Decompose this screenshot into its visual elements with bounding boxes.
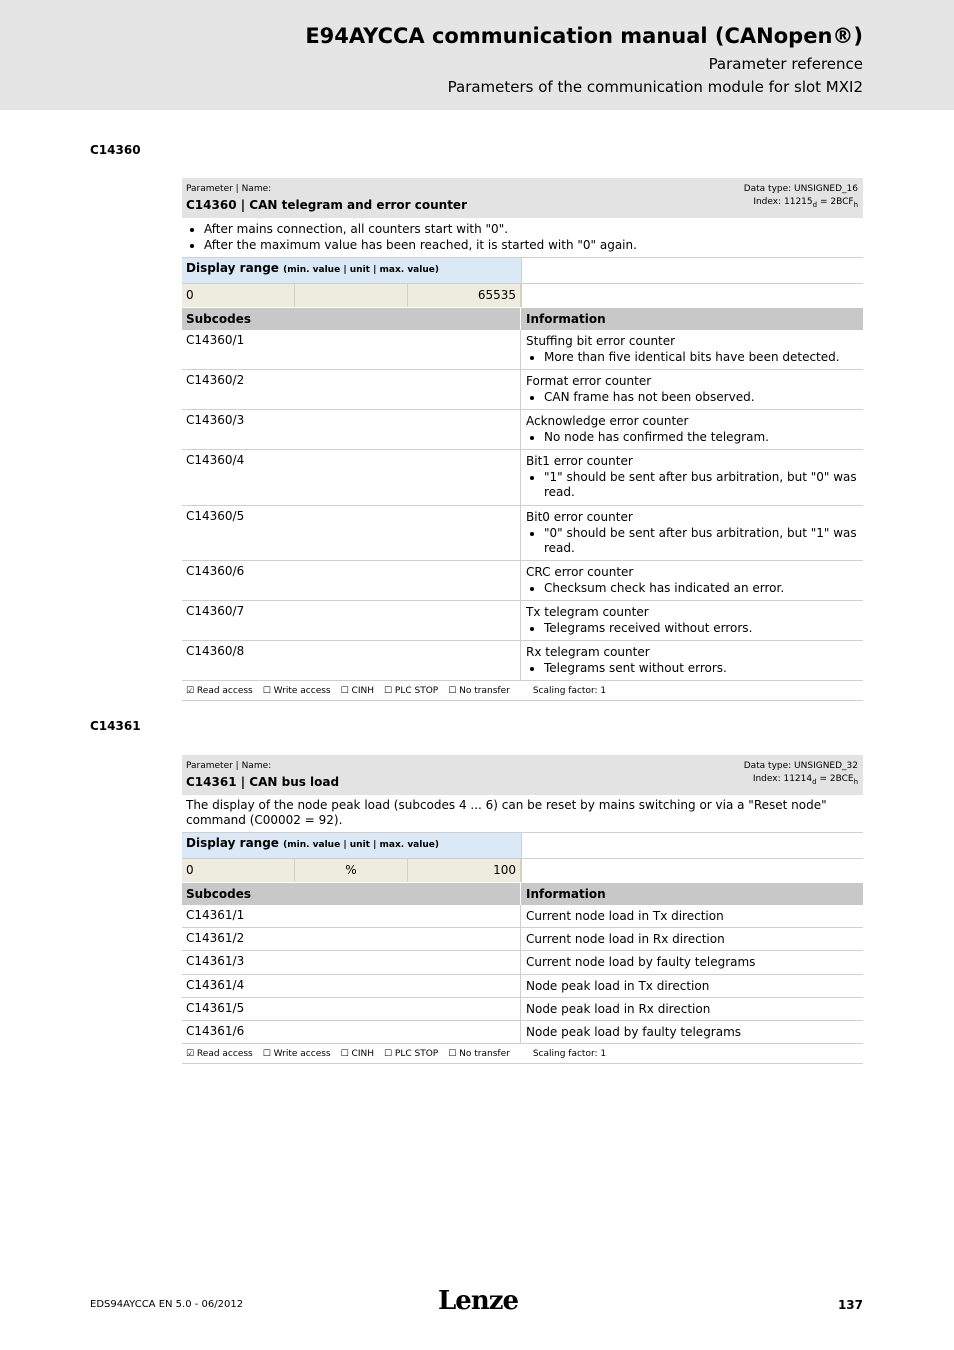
cinh-flag: ☐ CINH <box>340 685 374 696</box>
parameter-index: Index: $11215_d = 2BCF_h$ <box>753 197 858 209</box>
parameter-header <box>182 755 863 795</box>
write-access-flag: ☐ Write access <box>262 1048 331 1059</box>
min-value: 0 <box>182 284 295 307</box>
min-value: 0 <box>182 859 295 882</box>
no-transfer-flag: ☐ No transfer <box>448 1048 510 1059</box>
access-row <box>182 1044 863 1064</box>
page-header <box>0 0 954 110</box>
subcode: C14360/5 <box>182 506 521 560</box>
subcode: C14360/6 <box>182 561 521 600</box>
info-text: Bit0 error counter <box>526 510 633 524</box>
section-heading-c14360: C14360 <box>90 143 141 157</box>
subcode: C14361/1 <box>182 905 521 927</box>
section-heading-c14361: C14361 <box>90 719 141 733</box>
column-subcodes: Subcodes <box>182 308 521 330</box>
info-text: Node peak load in Tx direction <box>526 979 710 993</box>
access-row <box>182 681 863 701</box>
table-row <box>182 601 863 641</box>
info-bullet: • "1" should be sent after bus arbitration, but "0" was read. <box>544 470 858 500</box>
display-range-row <box>182 832 863 858</box>
display-range-row <box>182 257 863 283</box>
no-transfer-flag: ☐ No transfer <box>448 685 510 696</box>
info-text: Acknowledge error counter <box>526 414 689 428</box>
table-row <box>182 975 863 998</box>
subcode: C14361/4 <box>182 975 521 997</box>
subcode: C14361/5 <box>182 998 521 1020</box>
column-information: Information <box>526 312 606 326</box>
lenze-logo: Lenze <box>438 1286 519 1316</box>
document-title: E94AYCCA communication manual (CANopen®) <box>305 24 863 48</box>
page-number: 137 <box>837 1298 863 1312</box>
info-text: Tx telegram counter <box>526 605 649 619</box>
table-row <box>182 1021 863 1044</box>
plc-stop-flag: ☐ PLC STOP <box>384 1048 439 1059</box>
cinh-flag: ☐ CINH <box>340 1048 374 1059</box>
parameter-index: Index: $11214_d = 2BCE_h$ <box>752 774 858 786</box>
section-title: Parameters of the communication module for slot MXI2 <box>447 78 863 96</box>
parameter-table-c14361 <box>182 755 863 1064</box>
data-type: Data type: UNSIGNED_16 <box>743 184 858 194</box>
description-bullet: • After the maximum value has been reached, it is started with "0" again. <box>204 237 859 253</box>
plc-stop-flag: ☐ PLC STOP <box>384 685 439 696</box>
parameter-table-c14360 <box>182 178 863 701</box>
table-row <box>182 905 863 928</box>
table-row <box>182 951 863 975</box>
read-access-flag: ☑ Read access <box>186 1048 253 1059</box>
table-row <box>182 330 863 370</box>
subcode: C14360/7 <box>182 601 521 640</box>
table-row <box>182 998 863 1021</box>
info-bullet: • No node has confirmed the telegram. <box>544 430 858 445</box>
info-text: Node peak load in Rx direction <box>526 1002 711 1016</box>
info-text: Current node load in Rx direction <box>526 932 725 946</box>
display-range-label: Display range (min. value | unit | max. value) <box>182 833 521 858</box>
subcode: C14360/2 <box>182 370 521 409</box>
unit-value <box>295 284 408 307</box>
document-id: EDS94AYCCA EN 5.0 - 06/2012 <box>90 1299 244 1310</box>
column-information: Information <box>526 887 606 901</box>
parameter-label: Parameter | Name: <box>186 184 272 194</box>
chapter-title: Parameter reference <box>708 55 863 73</box>
table-row <box>182 410 863 450</box>
max-value: 100 <box>408 859 521 882</box>
table-header <box>182 882 863 905</box>
parameter-description <box>182 218 863 257</box>
info-bullet: • CAN frame has not been observed. <box>544 390 858 405</box>
scaling-factor: Scaling factor: 1 <box>532 1048 607 1059</box>
info-text: Stuffing bit error counter <box>526 334 676 348</box>
subcode: C14360/8 <box>182 641 521 680</box>
table-header <box>182 307 863 330</box>
table-row <box>182 561 863 601</box>
info-text: Current node load by faulty telegrams <box>526 955 756 969</box>
display-range-values <box>182 283 863 307</box>
subcode: C14361/6 <box>182 1021 521 1043</box>
table-row <box>182 370 863 410</box>
parameter-label: Parameter | Name: <box>186 761 272 771</box>
parameter-header <box>182 178 863 218</box>
max-value: 65535 <box>408 284 521 307</box>
info-bullet: • Telegrams received without errors. <box>544 621 858 636</box>
info-text: CRC error counter <box>526 565 634 579</box>
subcode: C14361/3 <box>182 951 521 974</box>
data-type: Data type: UNSIGNED_32 <box>743 761 858 771</box>
scaling-factor: Scaling factor: 1 <box>532 685 607 696</box>
read-access-flag: ☑ Read access <box>186 685 253 696</box>
table-row <box>182 506 863 561</box>
subcode: C14360/3 <box>182 410 521 449</box>
column-subcodes: Subcodes <box>182 883 521 905</box>
subcode: C14360/1 <box>182 330 521 369</box>
subcode: C14360/4 <box>182 450 521 505</box>
info-text: Bit1 error counter <box>526 454 633 468</box>
write-access-flag: ☐ Write access <box>262 685 331 696</box>
info-bullet: • Telegrams sent without errors. <box>544 661 858 676</box>
description-bullet: • After mains connection, all counters start with "0". <box>204 221 859 237</box>
parameter-description: The display of the node peak load (subcodes 4 ... 6) can be reset by mains switching or via a "Reset node" command (C00002 = 92). <box>186 798 827 827</box>
info-text: Node peak load by faulty telegrams <box>526 1025 742 1039</box>
info-text: Format error counter <box>526 374 652 388</box>
info-text: Current node load in Tx direction <box>526 909 724 923</box>
unit-value: % <box>295 859 408 882</box>
parameter-name: C14360 | CAN telegram and error counter <box>186 198 467 212</box>
info-bullet: • More than five identical bits have been detected. <box>544 350 858 365</box>
table-row <box>182 928 863 951</box>
table-row <box>182 641 863 681</box>
display-range-values <box>182 858 863 882</box>
info-text: Rx telegram counter <box>526 645 650 659</box>
table-row <box>182 450 863 506</box>
display-range-label: Display range (min. value | unit | max. value) <box>182 258 521 283</box>
parameter-name: C14361 | CAN bus load <box>186 775 340 789</box>
info-bullet: • "0" should be sent after bus arbitration, but "1" was read. <box>544 526 858 556</box>
subcode: C14361/2 <box>182 928 521 950</box>
info-bullet: • Checksum check has indicated an error. <box>544 581 858 596</box>
